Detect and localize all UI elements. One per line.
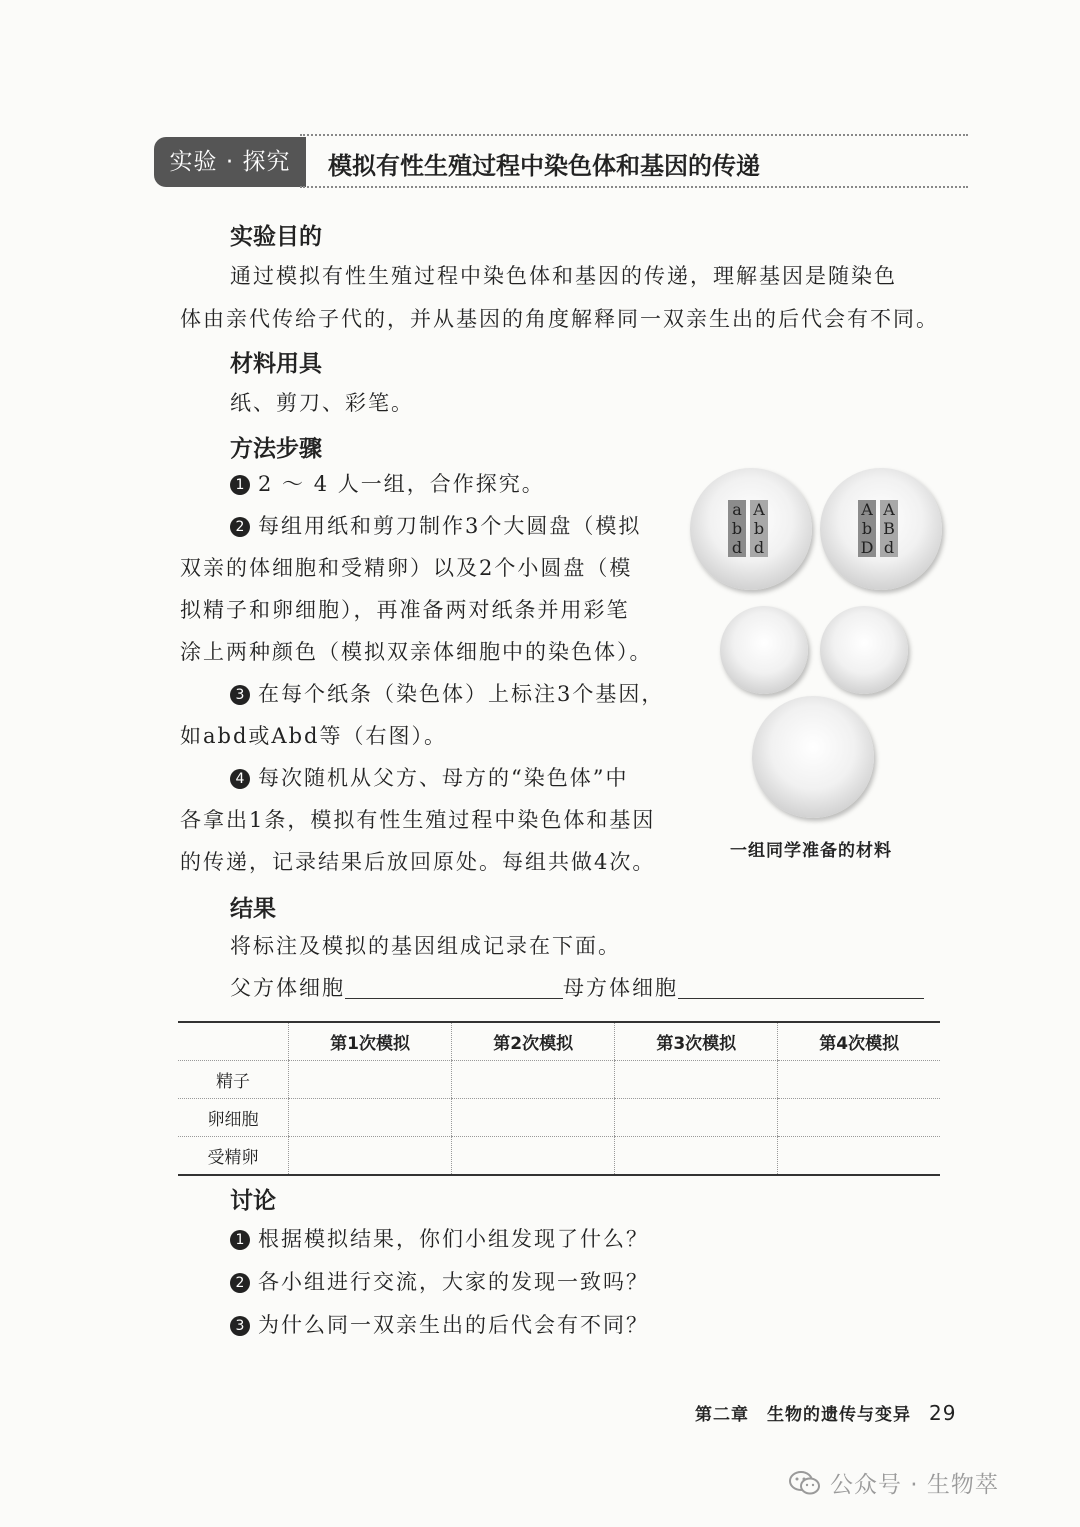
step-text-line: 涂上两种颜色（模拟双亲体细胞中的染色体）。 (180, 640, 653, 664)
step-number-badge: 3 (230, 685, 250, 705)
father-cell-disk (690, 468, 812, 590)
table-row (178, 1061, 940, 1099)
gene-label: a (732, 499, 742, 519)
materials-title: 材料用具 (230, 351, 322, 377)
step-text: 每组用纸和剪刀制作3个大圆盘（模拟 (258, 514, 642, 538)
step-text-line: 双亲的体细胞和受精卵）以及2个小圆盘（模 (180, 556, 633, 580)
objective-title: 实验目的 (230, 224, 322, 250)
item-number-badge: 3 (230, 1316, 250, 1336)
table-cell[interactable] (289, 1137, 452, 1176)
step-text-line: 各拿出1条，模拟有性生殖过程中染色体和基因 (180, 808, 656, 832)
discussion-item-1 (230, 1218, 649, 1260)
mother-cell-blank[interactable] (678, 974, 924, 999)
header-rule-bottom (300, 186, 968, 188)
discussion-text: 为什么同一双亲生出的后代会有不同？ (258, 1313, 649, 1337)
table-cell[interactable] (615, 1137, 778, 1176)
gene-label: b (753, 518, 765, 538)
table-cell[interactable] (452, 1061, 615, 1099)
table-cell[interactable] (615, 1061, 778, 1099)
discussion-text: 各小组进行交流，大家的发现一致吗？ (258, 1270, 649, 1294)
father-cell-blank[interactable] (345, 974, 563, 999)
item-number-badge: 1 (230, 1230, 250, 1250)
method-step-2 (230, 505, 641, 547)
mother-cell-disk (820, 468, 942, 590)
page-title: 模拟有性生殖过程中染色体和基因的传递 (328, 152, 760, 180)
table-header-cell: 第2次模拟 (452, 1022, 615, 1061)
step-text-line: 拟精子和卵细胞），再准备两对纸条并用彩笔 (180, 598, 630, 622)
gene-label: d (883, 537, 895, 557)
egg-disk (820, 606, 908, 694)
table-row (178, 1099, 940, 1137)
gene-label: A (883, 499, 895, 519)
figure-caption: 一组同学准备的材料 (730, 841, 892, 861)
gene-label: B (883, 518, 895, 538)
discussion-item-3 (230, 1304, 649, 1346)
materials-text: 纸、剪刀、彩笔。 (230, 391, 414, 415)
table-header-cell: 第4次模拟 (778, 1022, 940, 1061)
page-footer (695, 1400, 956, 1425)
step-text: 在每个纸条（染色体）上标注3个基因， (258, 682, 665, 706)
method-title: 方法步骤 (230, 436, 322, 462)
table-header-cell (178, 1022, 289, 1061)
mother-cell-label: 母方体细胞 (563, 976, 678, 1000)
chapter-label: 第二章 生物的遗传与变异 (695, 1405, 911, 1425)
gene-label: d (753, 537, 765, 557)
father-cell-label: 父方体细胞 (230, 976, 345, 1000)
step-number-badge: 1 (230, 475, 250, 495)
discussion-text: 根据模拟结果，你们小组发现了什么？ (258, 1227, 649, 1251)
gene-label: b (731, 518, 743, 538)
results-title: 结果 (230, 896, 276, 922)
step-text-line: 的传递，记录结果后放回原处。每组共做4次。 (180, 850, 656, 874)
objective-line-2: 体由亲代传给子代的，并从基因的角度解释同一双亲生出的后代会有不同。 (180, 307, 939, 331)
gene-label: A (861, 499, 873, 519)
materials-figure (680, 468, 970, 868)
item-number-badge: 2 (230, 1273, 250, 1293)
step-number-badge: 4 (230, 769, 250, 789)
table-cell[interactable] (289, 1061, 452, 1099)
method-step-4 (230, 757, 628, 799)
table-header-row (178, 1022, 940, 1061)
table-cell[interactable] (778, 1137, 940, 1176)
table-header-cell: 第3次模拟 (615, 1022, 778, 1061)
step-text: 2 ～ 4 人一组，合作探究。 (258, 472, 545, 496)
row-label: 精子 (178, 1061, 289, 1099)
gene-label: b (861, 518, 873, 538)
results-table (178, 1021, 940, 1176)
section-tag: 实验 · 探究 (154, 137, 306, 187)
step-text: 每次随机从父方、母方的“染色体”中 (258, 766, 629, 790)
gene-label: D (860, 537, 874, 557)
chromosome-strip (750, 500, 768, 557)
record-line (230, 967, 950, 1010)
table-cell[interactable] (452, 1137, 615, 1176)
table-header-cell: 第1次模拟 (289, 1022, 452, 1061)
results-text: 将标注及模拟的基因组成记录在下面。 (230, 934, 621, 958)
row-label: 受精卵 (178, 1137, 289, 1176)
watermark-text: 公众号 · 生物萃 (830, 1472, 999, 1498)
discussion-item-2 (230, 1261, 649, 1303)
wechat-icon (788, 1470, 822, 1496)
table-cell[interactable] (452, 1099, 615, 1137)
watermark (788, 1466, 999, 1499)
chromosome-strip (880, 500, 898, 557)
chromosome-strip (858, 500, 876, 557)
gene-label: d (731, 537, 743, 557)
gene-label: A (753, 499, 765, 519)
table-cell[interactable] (778, 1061, 940, 1099)
method-step-3 (230, 673, 664, 715)
header-rule-top (300, 134, 968, 136)
table-cell[interactable] (289, 1099, 452, 1137)
page-number: 29 (929, 1401, 957, 1425)
discussion-title: 讨论 (230, 1188, 276, 1214)
zygote-disk (752, 696, 874, 818)
table-cell[interactable] (615, 1099, 778, 1137)
table-cell[interactable] (778, 1099, 940, 1137)
table-row (178, 1137, 940, 1176)
objective-line-1: 通过模拟有性生殖过程中染色体和基因的传递，理解基因是随染色 (230, 264, 897, 288)
row-label: 卵细胞 (178, 1099, 289, 1137)
chromosome-strip (728, 500, 746, 557)
sperm-disk (720, 606, 808, 694)
step-number-badge: 2 (230, 517, 250, 537)
step-text-line: 如abd或Abd等（右图）。 (180, 724, 447, 748)
method-step-1 (230, 463, 545, 505)
